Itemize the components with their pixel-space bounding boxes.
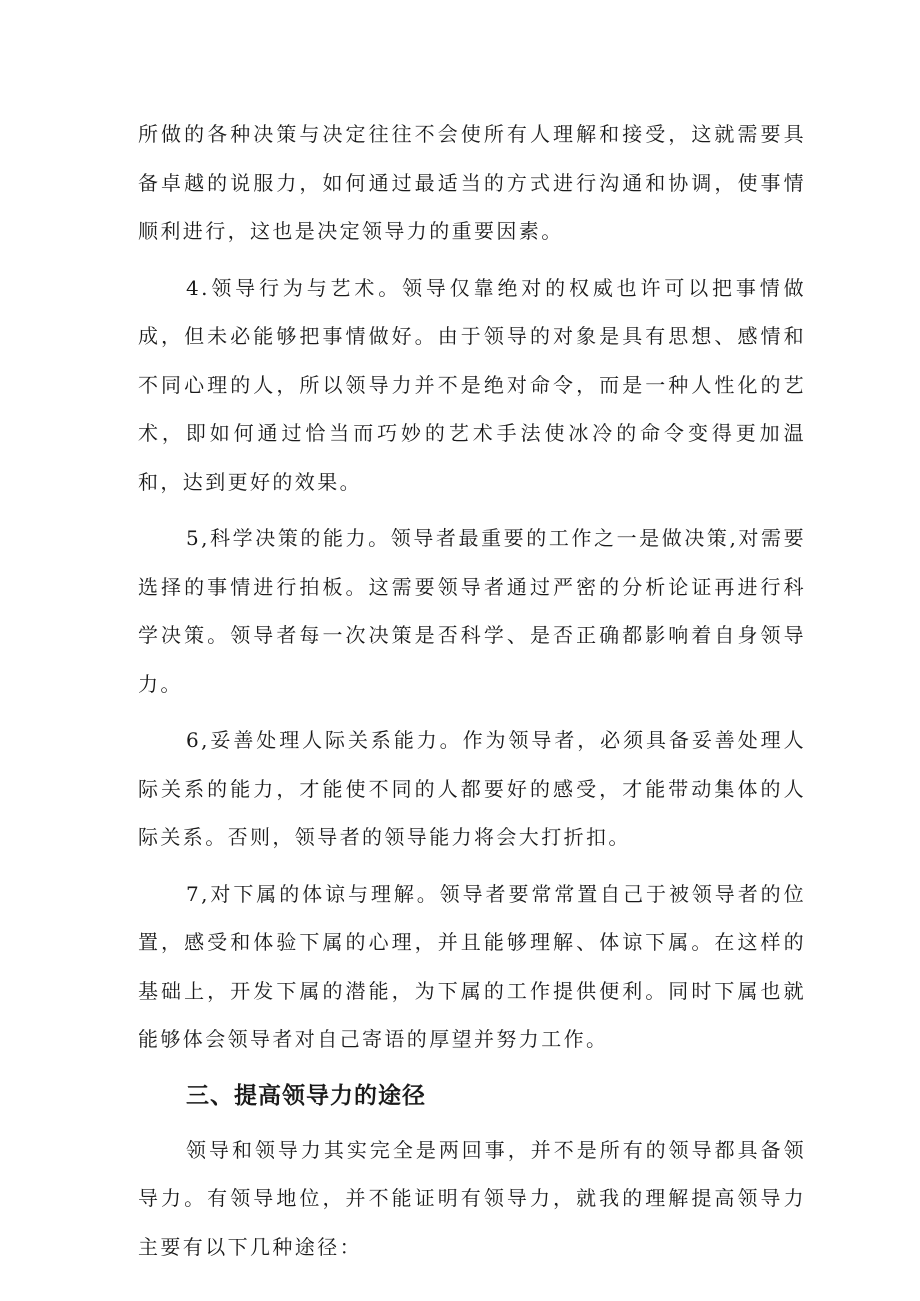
paragraph-section-intro: 领导和领导力其实完全是两回事，并不是所有的领导都具备领导力。有领导地位，并不能证明有领导力，就我的理解提高领导力主要有以下几种途径： [138,1137,806,1259]
paragraph-item-5-decision-making: 5,科学决策的能力。领导者最重要的工作之一是做决策,对需要选择的事情进行拍板。这需要领导者通过严密的分析论证再进行科学决策。领导者每一次决策是否科学、是否正确都影响着自身领导力。 [138,526,806,696]
paragraph-item-7-understanding-subordinates: 7,对下属的体谅与理解。领导者要常常置自己于被领导者的位置，感受和体验下属的心理，并且能够理解、体谅下属。在这样的基础上，开发下属的潜能，为下属的工作提供便利。同时下属也就能够体会领导者对自己寄语的厚望并努力工作。 [138,881,806,1051]
paragraph-item-6-relationships: 6,妥善处理人际关系能力。作为领导者，必须具备妥善处理人际关系的能力，才能使不同的人都要好的感受，才能带动集体的人际关系。否则，领导者的领导能力将会大打折扣。 [138,728,806,849]
paragraph-continuation: 所做的各种决策与决定往往不会使所有人理解和接受，这就需要具备卓越的说服力，如何通过最适当的方式进行沟通和协调，使事情顺利进行，这也是决定领导力的重要因素。 [138,122,806,243]
paragraph-item-4-leadership-art: 4.领导行为与艺术。领导仅靠绝对的权威也许可以把事情做成，但未必能够把事情做好。由于领导的对象是具有思想、感情和不同心理的人，所以领导力并不是绝对命令，而是一种人性化的艺术，即如何通过恰当而巧妙的艺术手法使冰冷的命令变得更加温和，达到更好的效果。 [138,275,806,494]
section-heading: 三、提高领导力的途径 [186,1082,426,1109]
document-body [138,110,806,1279]
